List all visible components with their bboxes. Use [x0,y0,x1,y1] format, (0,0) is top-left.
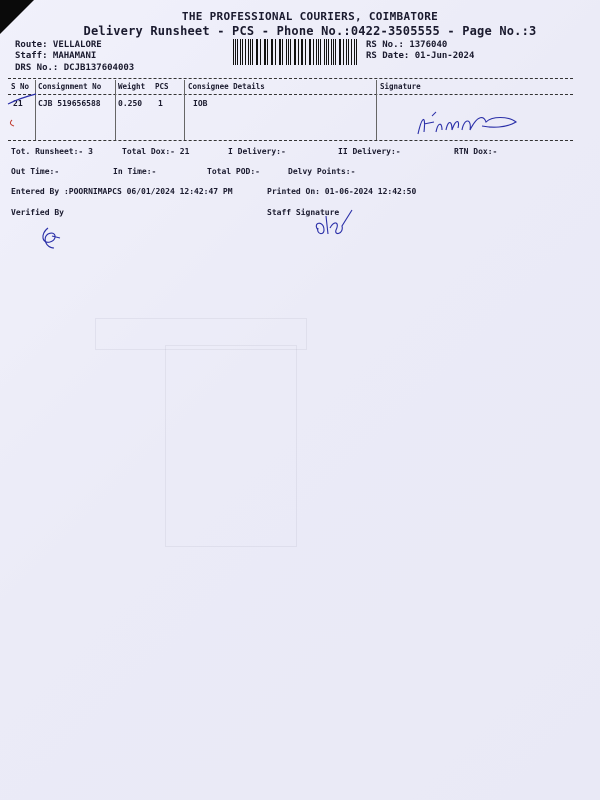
barcode-bar [240,39,241,65]
barcode-bar [256,39,257,65]
barcode [233,39,358,65]
barcode-bar [324,39,325,65]
rs-number: RS No.: 1376040 [366,40,448,50]
row-weight: 0.250 [118,99,143,108]
column-divider [184,80,185,140]
route-label: Route: VELLALORE [15,40,102,50]
barcode-bar [302,39,303,65]
row-sno: 21 [13,99,23,108]
runsheet-title: Delivery Runsheet - PCS - Phone No.:0422-3505555 - Page No.:3 [83,24,537,38]
bleed-through-box [165,345,297,547]
barcode-bar [252,39,253,65]
verifier-signature [38,224,64,252]
total-runsheet: Tot. Runsheet:- 3 [11,147,93,156]
receiver-signature [412,108,522,142]
col-header-consignee: Consignee Details [188,82,265,91]
barcode-bar [242,39,243,65]
barcode-bar [275,39,276,65]
row-consignment-no: CJB 519656588 [38,99,101,108]
bleed-through-box [95,318,307,350]
table-top-rule [8,78,573,79]
total-pod: Total POD:- [207,167,260,176]
col-header-signature: Signature [380,82,421,91]
header-rule [8,94,573,95]
delivery-points: Delvy Points:- [288,167,356,176]
i-delivery: I Delivery:- [228,147,286,156]
column-divider [376,80,377,140]
barcode-bar [267,39,268,65]
ink-tick-mark [6,92,46,132]
barcode-bar [339,39,340,65]
col-header-pcs: PCS [155,82,169,91]
printed-on: Printed On: 01-06-2024 12:42:50 [267,187,417,196]
verified-by-label: Verified By [11,208,64,217]
out-time: Out Time:- [11,167,60,176]
staff-signature-label: Staff Signature [267,208,340,217]
column-divider [115,80,116,140]
barcode-bar [318,39,319,65]
barcode-bar [282,39,283,65]
col-header-sno: S No [11,82,30,91]
staff-label: Staff: MAHAMANI [15,51,97,61]
col-header-weight: Weight [118,82,146,91]
barcode-bar [305,39,306,65]
barcode-bar [331,39,332,65]
barcode-bar [354,39,355,65]
in-time: In Time:- [113,167,157,176]
barcode-bar [294,39,295,65]
entered-by: Entered By :POORNIMAPCS 06/01/2024 12:42:47 PM [11,187,233,196]
barcode-bar [286,39,287,65]
rtn-dox: RTN Dox:- [454,147,498,156]
company-name: THE PROFESSIONAL COURIERS, COIMBATORE [181,10,439,23]
barcode-bar [348,39,349,65]
barcode-bar [340,39,341,65]
total-dox: Total Dox:- 21 [122,147,190,156]
barcode-bar [260,39,261,65]
ii-delivery: II Delivery:- [338,147,401,156]
barcode-bar [233,39,234,65]
col-header-consignment: Consignment No [38,82,102,91]
drs-number: DRS No.: DCJB137604003 [15,63,135,73]
row-pcs: 1 [158,99,163,108]
row-consignee: IOB [193,99,208,108]
barcode-bar [310,39,311,65]
staff-signature [310,208,356,240]
rs-date: RS Date: 01-Jun-2024 [366,51,475,61]
